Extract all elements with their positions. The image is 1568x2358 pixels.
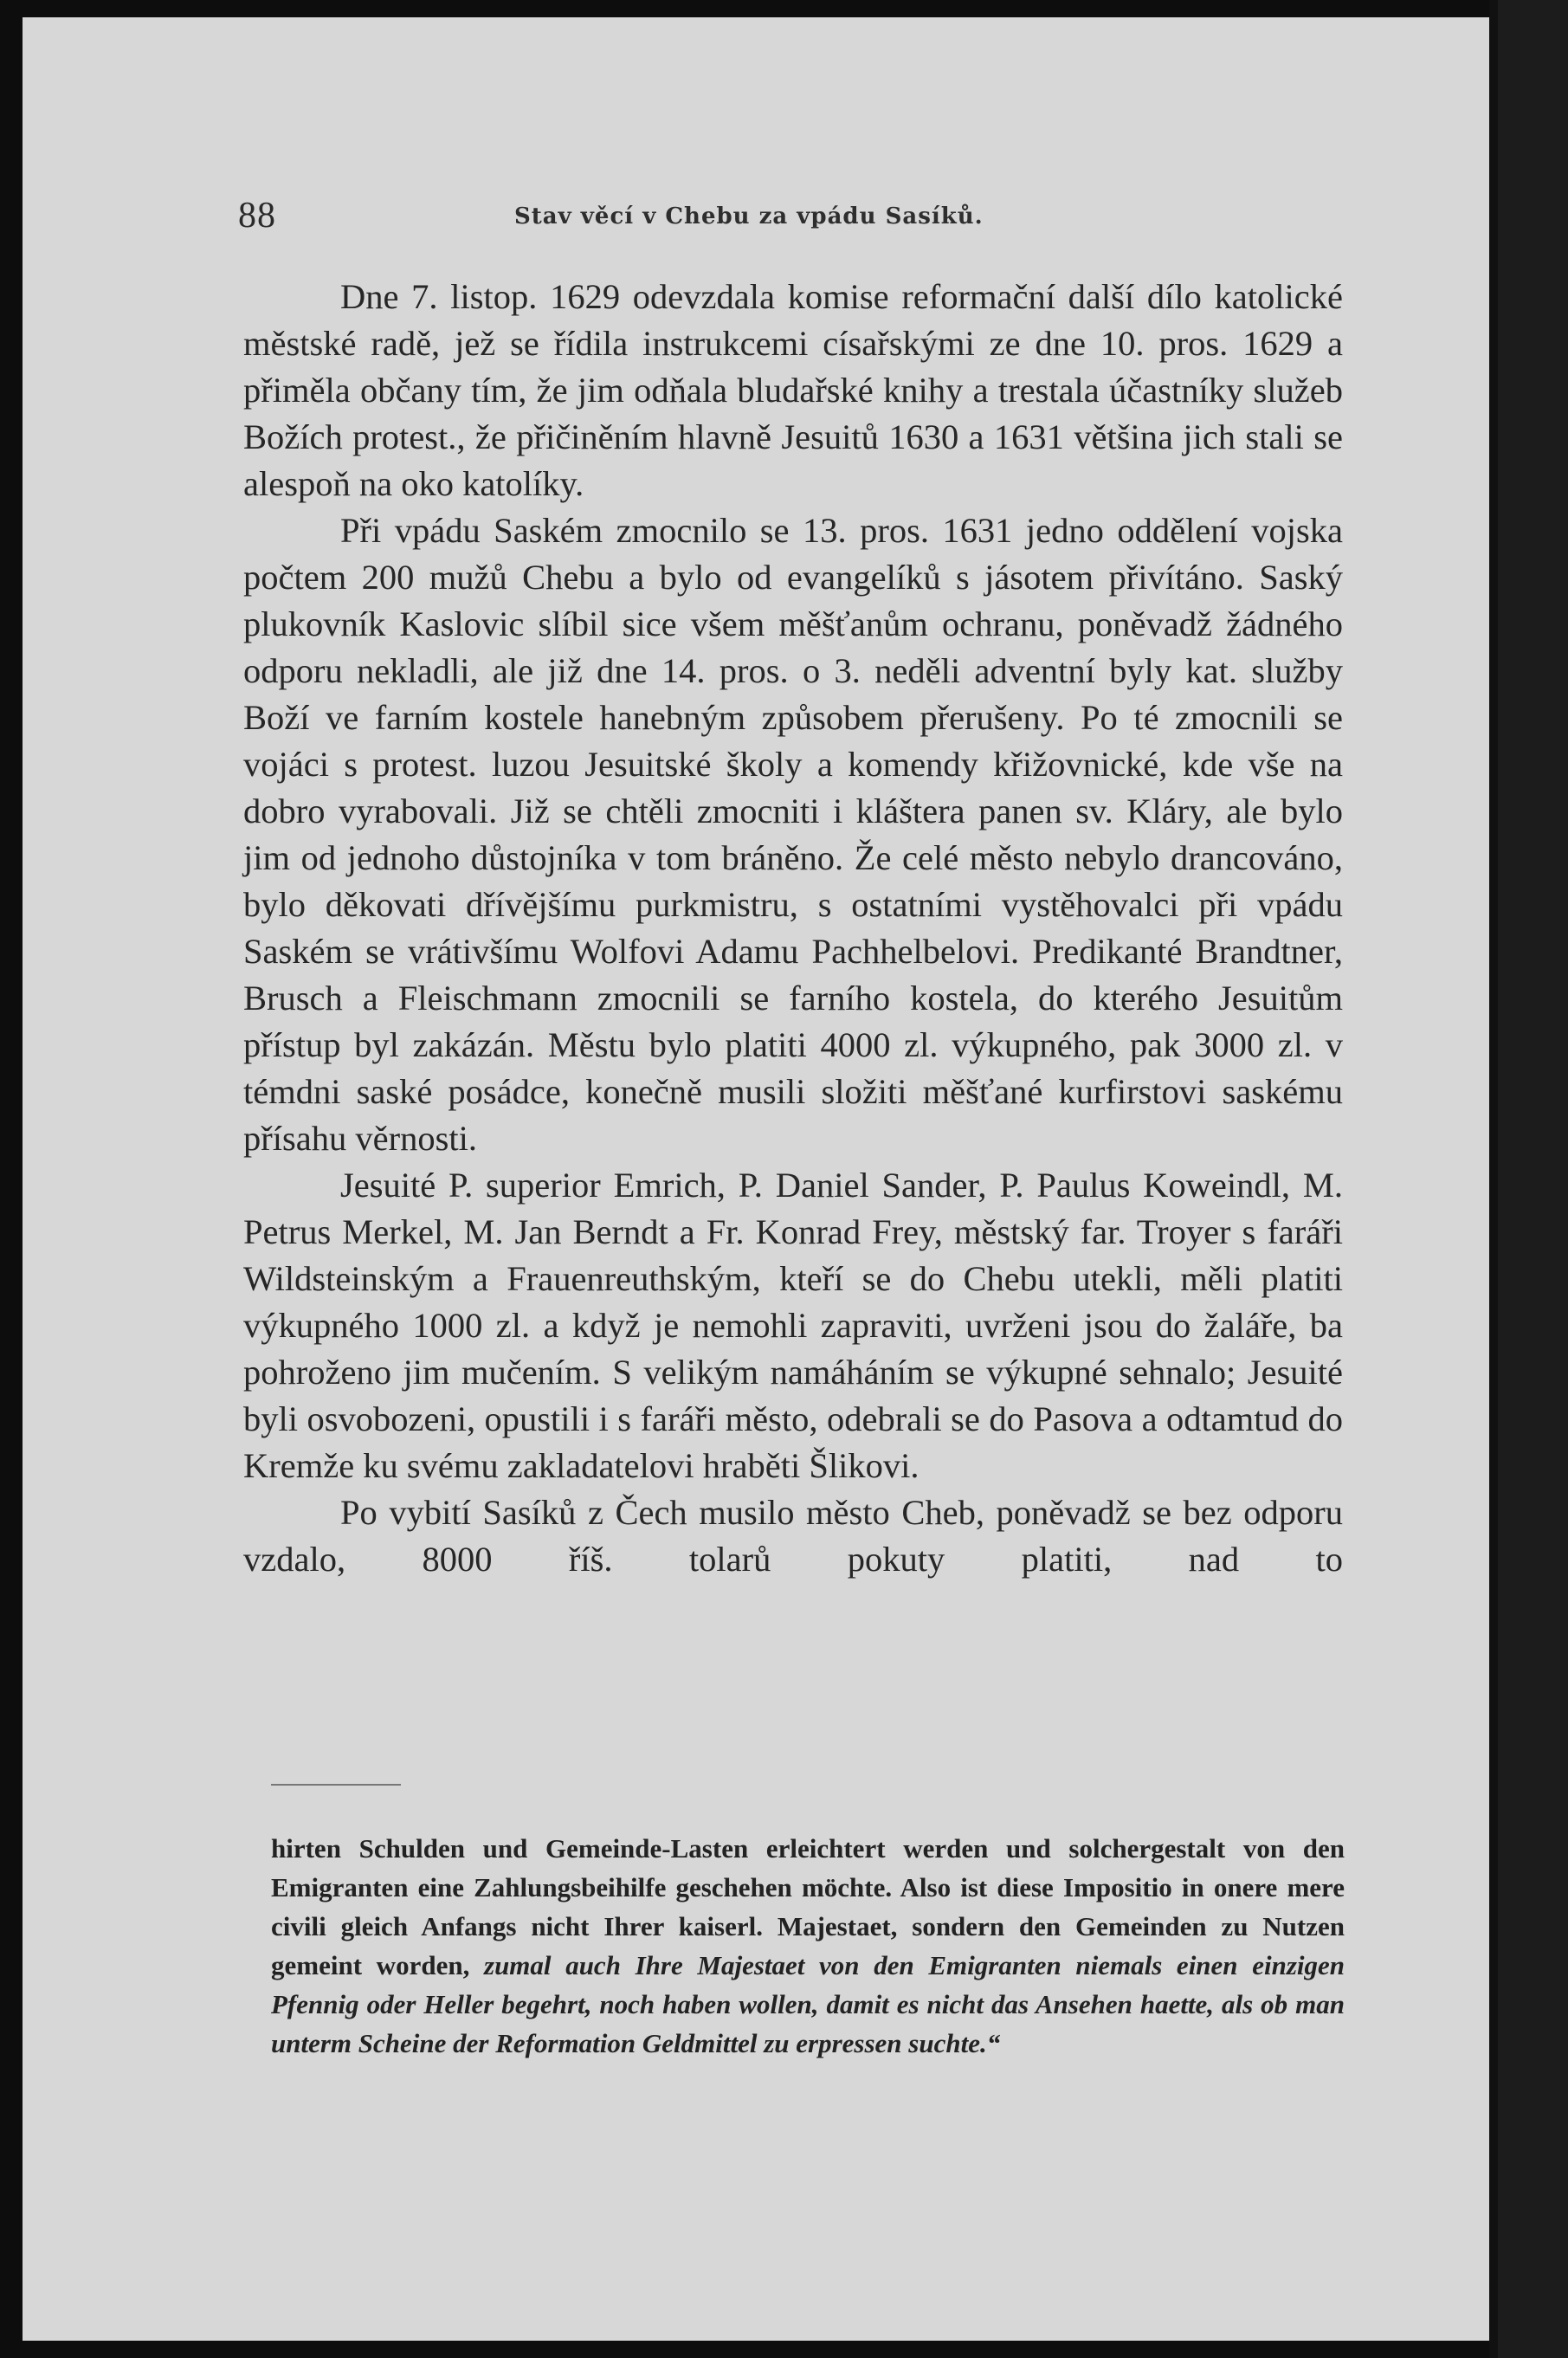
page-header [23,195,1494,255]
scan-background [1498,0,1568,2358]
paragraph: Při vpádu Saském zmocnilo se 13. pros. 1631 jedno oddělení vojska počtem 200 mužů Chebu a bylo od evangelíků s jásotem přivítáno. Saský plukovník Kaslovic slíbil sice všem měšťanům ochranu, poněvadž žádného odporu nekladli, ale již dne 14. pros. o 3. neděli adventní byly kat. služby Boží ve farním kostele hanebným způsobem přerušeny. Po té zmocnili se vojáci s protest. luzou Jesuitské školy a komendy křižovnické, kde vše na dobro vyrabovali. Již se chtěli zmocniti i kláštera panen sv. Kláry, ale bylo jim od jednoho důstojníka v tom bráněno. Že celé město nebylo drancováno, bylo děkovati dřívějšímu purkmistru, s ostatními vystěhovalci při vpádu Saském se vrátivšímu Wolfovi Adamu Pachhelbelovi. Predikanté Brandtner, Brusch a Fleischmann zmocnili se farního kostela, do kterého Jesuitům přístup byl zakázán. Městu bylo platiti 4000 zl. výkupného, pak 3000 zl. v témdni saské posádce, konečně musili složiti měšťané kurfirstovi saskému přísahu věrnosti. [243,511,1343,1158]
footnote-text: hirten Schulden und Gemeinde-Lasten erleichtert werden und solchergestalt von den Emigranten eine Zahlungsbeihilfe geschehen möchte. Also ist diese Impositio in onere mere civili gleich Anfangs nicht Ihrer kaiserl. Majestaet, sondern den Gemeinden zu Nutzen gemeint worden, [271,1833,1345,1980]
footnote [271,1829,1345,2063]
footnote-italic-text: zumal auch Ihre Majestaet von den Emigranten niemals einen einzigen Pfennig oder Heller begehrt, noch haben wollen, damit es nicht das Ansehen haette, als ob man unterm Scheine der Reformation Geldmittel zu erpressen suchte.“ [271,1950,1345,2058]
footnote-separator [271,1784,401,1786]
main-text [243,274,1343,1583]
paragraph: Po vybití Sasíků z Čech musilo město Cheb, poněvadž se bez odporu vzdalo, 8000 říš. tolarů pokuty platiti, nad to [243,1493,1343,1579]
book-page [23,17,1494,2341]
scan-edge [1489,0,1498,2358]
running-title: Stav věcí v Chebu za vpádu Sasíků. [514,203,984,229]
paragraph: Jesuité P. superior Emrich, P. Daniel Sander, P. Paulus Koweindl, M. Petrus Merkel, M. Jan Berndt a Fr. Konrad Frey, městský far. Troyer s faráři Wildsteinským a Frauenreuthským, kteří se do Chebu utekli, měli platiti výkupného 1000 zl. a když je nemohli zapraviti, uvrženi jsou do žaláře, ba pohroženo jim mučením. S velikým namáháním se výkupné sehnalo; Jesuité byli osvobozeni, opustili i s faráři město, odebrali se do Pasova a odtamtud do Kremže ku svému zakladatelovi hraběti Šlikovi. [243,1166,1343,1485]
page-number: 88 [238,196,276,236]
paragraph: Dne 7. listop. 1629 odevzdala komise reformační další dílo katolické městské radě, jež se řídila instrukcemi císařskými ze dne 10. pros. 1629 a přiměla občany tím, že jim odňala bludařské knihy a trestala účastníky služeb Božích protest., že přičiněním hlavně Jesuitů 1630 a 1631 většina jich stali se alespoň na oko katolíky. [243,277,1343,503]
